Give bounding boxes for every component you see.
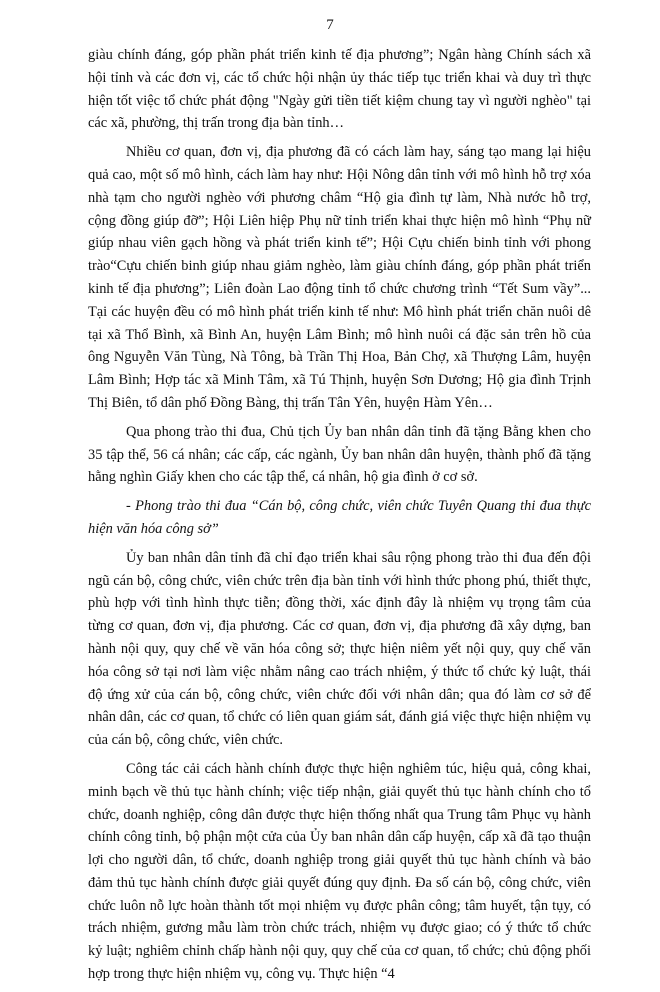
paragraph-admin-reform: Công tác cải cách hành chính được thực hiện nghiêm túc, hiệu quả, công khai, minh bạch về thủ tục hành chính; việc tiếp nhận, giải quyết thủ tục hành chính cho tổ chức, doanh nghiệp, công dân được thực hiện thống nhất qua Trung tâm Phục vụ hành chính công tỉnh, bộ phận một cửa của Ủy ban nhân dân cấp huyện, cấp xã đã tạo thuận lợi cho người dân, tổ chức, doanh nghiệp trong giải quyết thủ tục hành chính và bảo đảm thủ tục hành chính được giải quyết đúng quy định. Đa số cán bộ, công chức, viên chức luôn nỗ lực hoàn thành tốt mọi nhiệm vụ được phân công; tâm huyết, tận tụy, có trách nhiệm, gương mẫu làm tròn chức trách, nhiệm vụ được giao; có ý thức tổ chức kỷ luật; nghiêm chỉnh chấp hành nội quy, quy chế của cơ quan, tổ chức; chủ động phối hợp trong thực hiện nhiệm vụ, công vụ. Thực hiện “4 [88, 760, 591, 983]
paragraph-continuation: giàu chính đáng, góp phần phát triển kinh tế địa phương”; Ngân hàng Chính sách xã hội tỉnh và các đơn vị, các tổ chức hội nhận ủy thác tiếp tục triển khai và duy trì thực hiện tốt việc tổ chức phát động "Ngày gửi tiền tiết kiệm chung tay vì người nghèo" tại các xã, phường, thị trấn trong địa bàn tỉnh… [88, 47, 591, 132]
paragraph-office-culture: Ủy ban nhân dân tỉnh đã chỉ đạo triển khai sâu rộng phong trào thi đua đến đội ngũ cán bộ, công chức, viên chức trên địa bàn tỉnh với hình thức phong phú, thiết thực, phù hợp với tình hình thực tiễn; đồng thời, xác định đây là nhiệm vụ trọng tâm của từng cơ quan, đơn vị, địa phương. Các cơ quan, đơn vị, địa phương đã xây dựng, ban hành nội quy, quy chế về văn hóa công sở; thực hiện niêm yết nội quy, quy chế văn hóa công sở tại nơi làm việc nhằm nâng cao trách nhiệm, ý thức tổ chức kỷ luật, thái độ ứng xử của cán bộ, công chức, viên chức đối với nhân dân; qua đó làm cơ sở để nhân dân, các cơ quan, tổ chức có liên quan giám sát, đánh giá việc thực hiện nhiệm vụ của cán bộ, công chức, viên chức. [88, 549, 591, 749]
paragraph-models: Nhiều cơ quan, đơn vị, địa phương đã có cách làm hay, sáng tạo mang lại hiệu quả cao, một số mô hình, cách làm hay như: Hội Nông dân tỉnh với mô hình hỗ trợ xóa nhà tạm cho người nghèo với phương châm “Hộ gia đình tự làm, Nhà nước hỗ trợ, cộng đồng giúp đỡ”; Hội Liên hiệp Phụ nữ tỉnh triển khai thực hiện mô hình “Phụ nữ giúp nhau viên gạch hồng và phát triển kinh tế”; Hội Cựu chiến binh tỉnh với phong trào“Cựu chiến binh giúp nhau giảm nghèo, làm giàu chính đáng, góp phần phát triển kinh tế địa phương”; Liên đoàn Lao động tỉnh tổ chức chương trình “Tết Sum vầy”... Tại các huyện đều có mô hình phát triển kinh tế như: Mô hình phát triển chăn nuôi dê tại xã Thổ Bình, xã Bình An, huyện Lâm Bình; mô hình nuôi cá đặc sản trên hồ của ông Nguyễn Văn Tùng, Nà Tông, bà Trần Thị Hoa, Bản Chợ, xã Thượng Lâm, huyện Lâm Bình; Hợp tác xã Minh Tâm, xã Tú Thịnh, huyện Sơn Dương; Hộ gia đình Trịnh Thị Biên, tổ dân phố Đồng Bàng, thị trấn Tân Yên, huyện Hàm Yên… [88, 144, 591, 411]
page-number: 7 [326, 17, 334, 33]
section-heading: - Phong trào thi đua “Cán bộ, công chức, viên chức Tuyên Quang thi đua thực hiện văn hóa công sở” [88, 498, 591, 537]
document-body [88, 44, 591, 992]
paragraph-awards: Qua phong trào thi đua, Chủ tịch Ủy ban nhân dân tỉnh đã tặng Bằng khen cho 35 tập thể, 56 cá nhân; các cấp, các ngành, Ủy ban nhân dân huyện, thành phố đã tặng hằng nghìn Giấy khen cho các tập thể, cá nhân, hộ gia đình ở cơ sở. [88, 423, 591, 486]
